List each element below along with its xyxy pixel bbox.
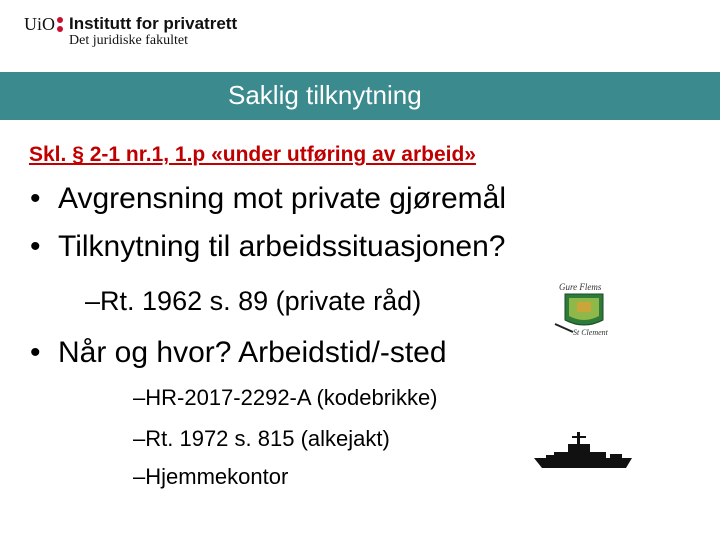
label-top-text: Gure Flems bbox=[559, 282, 602, 292]
label-bottom-text: St Clement bbox=[573, 328, 608, 337]
sub-bullet-item bbox=[133, 385, 438, 411]
dash-icon: – bbox=[133, 464, 146, 489]
dash-icon: – bbox=[133, 385, 146, 410]
bullet-icon: • bbox=[30, 182, 41, 215]
sub-bullet-item bbox=[133, 464, 288, 490]
sub-bullet-text: Rt. 1962 s. 89 (private råd) bbox=[100, 286, 422, 316]
sub-bullet-text: Rt. 1972 s. 815 (alkejakt) bbox=[145, 426, 390, 451]
bullet-text: Tilknytning til arbeidssituasjonen? bbox=[58, 230, 506, 263]
dash-icon: – bbox=[85, 286, 101, 316]
sub-bullet-text: HR-2017-2292-A (kodebrikke) bbox=[145, 385, 438, 410]
sub-bullet-item bbox=[85, 286, 421, 317]
bullet-text: Når og hvor? Arbeidstid/-sted bbox=[58, 336, 447, 369]
slide-title: Saklig tilknytning bbox=[228, 80, 422, 110]
dash-icon: – bbox=[133, 426, 146, 451]
logo-dots-icon bbox=[57, 17, 63, 35]
ship-silhouette-image bbox=[532, 428, 636, 472]
slide-subtitle: Skl. § 2-1 nr.1, 1.p «under utføring av arbeid» bbox=[29, 143, 476, 166]
uio-logo-text: UiO bbox=[24, 14, 55, 34]
bullet-text: Avgrensning mot private gjøremål bbox=[58, 182, 506, 215]
bullet-icon: • bbox=[30, 336, 41, 369]
institute-name: Institutt for privatrett bbox=[69, 14, 238, 33]
sub-bullet-text: Hjemmekontor bbox=[145, 464, 289, 489]
faculty-name: Det juridiske fakultet bbox=[69, 33, 188, 48]
title-bar bbox=[0, 72, 720, 120]
bottle-label-image bbox=[551, 280, 617, 338]
bullet-icon: • bbox=[30, 230, 41, 263]
sub-bullet-item bbox=[133, 426, 390, 452]
